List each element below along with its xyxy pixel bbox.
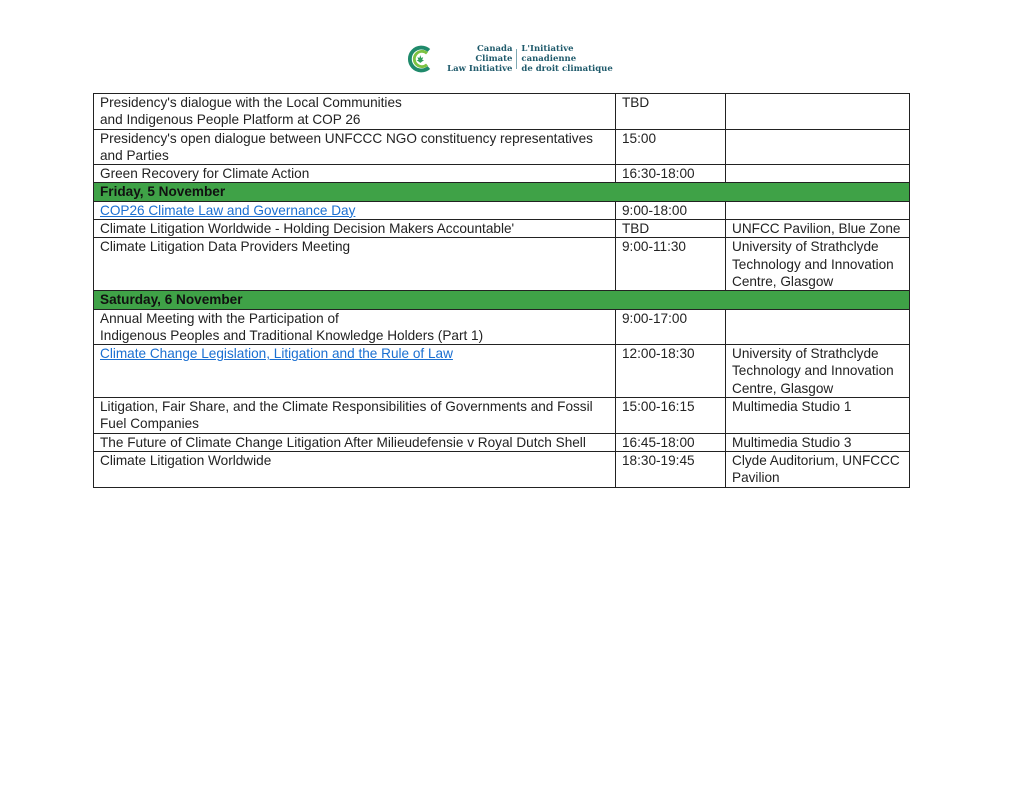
event-location-cell: [726, 165, 910, 183]
event-location-cell: Multimedia Studio 1: [726, 398, 910, 434]
event-title-line: and Parties: [100, 147, 169, 163]
event-row: [94, 345, 910, 398]
event-title-line: Climate Litigation Worldwide - Holding Decision Makers Accountable': [100, 221, 515, 237]
event-time-cell: 12:00-18:30: [616, 345, 726, 398]
event-time-cell: 16:30-18:00: [616, 165, 726, 183]
event-time-cell: TBD: [616, 94, 726, 130]
schedule-table: [93, 93, 910, 488]
event-title-line: Litigation, Fair Share, and the Climate Responsibilities of Governments and Fossil Fuel Companies: [100, 399, 593, 432]
day-header-row: [94, 183, 910, 201]
event-time-cell: 15:00-16:15: [616, 398, 726, 434]
event-row: [94, 129, 910, 165]
event-title-cell: [94, 345, 616, 398]
event-time-cell: 9:00-11:30: [616, 238, 726, 291]
event-title-cell: [94, 201, 616, 219]
event-location-cell: Clyde Auditorium, UNFCCC Pavilion: [726, 451, 910, 487]
event-time-cell: 16:45-18:00: [616, 433, 726, 451]
event-location-cell: University of Strathclyde Technology and Innovation Centre, Glasgow: [726, 238, 910, 291]
event-location-cell: [726, 94, 910, 130]
logo-en-line1: Canada Climate: [475, 44, 513, 64]
event-row: [94, 451, 910, 487]
day-header: Friday, 5 November: [94, 183, 910, 201]
event-title-line: The Future of Climate Change Litigation After Milieudefensie v Royal Dutch Shell: [100, 434, 586, 450]
event-title-line: Presidency's dialogue with the Local Communities: [100, 95, 402, 110]
event-title-line: Climate Litigation Data Providers Meeting: [100, 239, 351, 255]
event-location-cell: UNFCC Pavilion, Blue Zone: [726, 220, 910, 238]
schedule-body: [94, 94, 910, 488]
event-time-cell: TBD: [616, 220, 726, 238]
day-header: Saturday, 6 November: [94, 291, 910, 309]
event-location-cell: [726, 129, 910, 165]
logo-en-line2: Law Initiative: [447, 64, 513, 74]
event-title-cell: [94, 398, 616, 434]
event-time-cell: 9:00-18:00: [616, 201, 726, 219]
event-title-line: and Indigenous People Platform at COP 26: [100, 112, 361, 128]
event-title-link[interactable]: Climate Change Legislation, Litigation and the Rule of Law: [100, 346, 453, 362]
event-title-cell: [94, 94, 616, 130]
event-title-link[interactable]: COP26 Climate Law and Governance Day: [100, 202, 356, 218]
event-title-cell: [94, 220, 616, 238]
event-title-cell: [94, 451, 616, 487]
event-title-line: Climate Litigation Worldwide: [100, 452, 272, 468]
event-row: [94, 433, 910, 451]
event-title-cell: [94, 129, 616, 165]
event-time-cell: 15:00: [616, 129, 726, 165]
event-row: [94, 201, 910, 219]
event-title-cell: [94, 309, 616, 345]
event-title-line: Indigenous Peoples and Traditional Knowledge Holders (Part 1): [100, 327, 484, 343]
event-title-line: Green Recovery for Climate Action: [100, 166, 310, 182]
event-time-cell: 9:00-17:00: [616, 309, 726, 345]
event-title-line: Presidency's open dialogue between UNFCCC NGO constituency representatives: [100, 130, 593, 146]
event-title-line: Annual Meeting with the Participation of: [100, 310, 339, 326]
event-title-cell: [94, 165, 616, 183]
canada-climate-logo-icon: [406, 44, 435, 74]
event-title-cell: [94, 433, 616, 451]
event-row: [94, 220, 910, 238]
event-location-cell: University of Strathclyde Technology and Innovation Centre, Glasgow: [726, 345, 910, 398]
logo-divider: [516, 49, 517, 69]
event-row: [94, 165, 910, 183]
event-location-cell: [726, 309, 910, 345]
event-location-cell: [726, 201, 910, 219]
event-time-cell: 18:30-19:45: [616, 451, 726, 487]
logo-fr-line1: L'Initiative canadienne: [521, 44, 577, 64]
header-logo: [406, 42, 626, 76]
event-title-cell: [94, 238, 616, 291]
event-row: [94, 94, 910, 130]
event-row: [94, 309, 910, 345]
event-row: [94, 238, 910, 291]
logo-fr-line2: de droit climatique: [521, 64, 613, 74]
day-header-row: [94, 291, 910, 309]
event-row: [94, 398, 910, 434]
event-location-cell: Multimedia Studio 3: [726, 433, 910, 451]
